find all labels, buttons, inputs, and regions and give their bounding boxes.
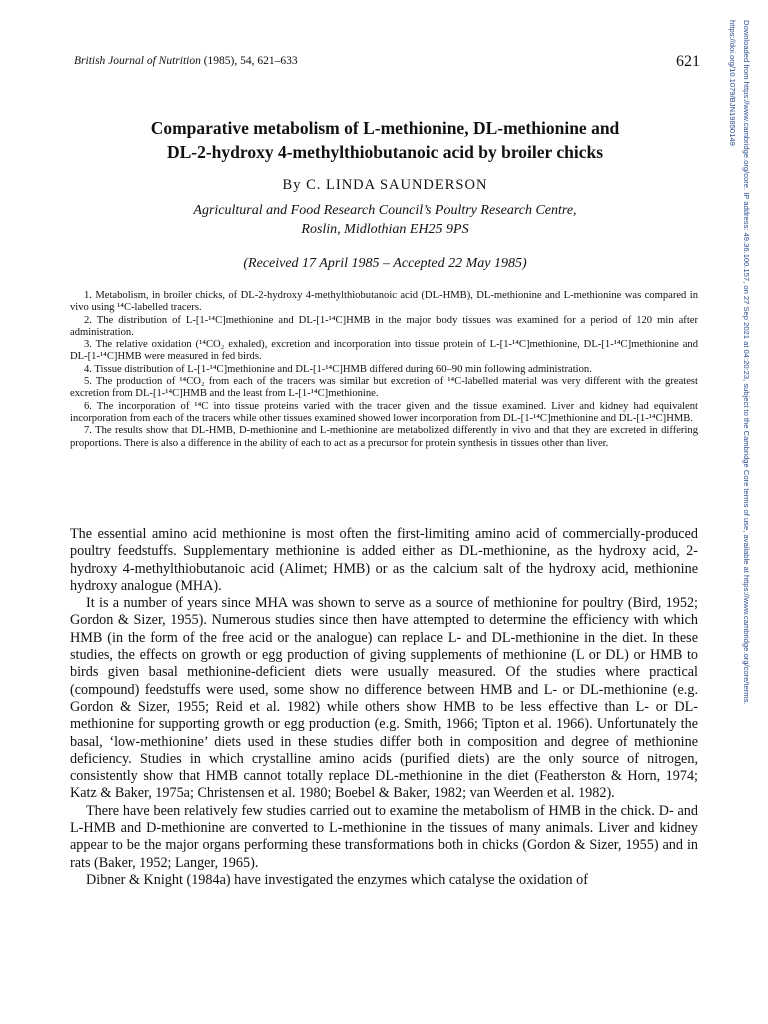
body-paragraph: Dibner & Knight (1984a) have investigated the enzymes which catalyse the oxidation of	[86, 871, 588, 888]
body-text	[70, 526, 698, 889]
body-paragraph: There have been relatively few studies carried out to examine the metabolism of HMB in the chick. D- and L-HMB and D-methionine are converted to L-methionine in the tissues of many animals. Liver and kidney appear to be the major organs performing these transformations both in chicks (Gordon & Sizer, 1955) and in rats (Baker, 1952; Langer, 1965).	[70, 802, 698, 871]
body-paragraph: It is a number of years since MHA was shown to serve as a source of methionine for poultry (Bird, 1952; Gordon & Sizer, 1955). Numerous studies since then have attempted to determine the efficiency with which HMB (in the form of the free acid or the analogue) can replace L- and DL-methionine in the diet. In these studies, the effects on growth or egg production of giving supplements of methionine (L or DL) or HMB to birds given basal methionine-deficient diets were usually measured. Of the studies where practical (compound) feedstuffs were used, some show no difference between HMB and L- or DL-methionine (e.g. Gordon & Sizer, 1955; Reid et al. 1982) while others show HMB to be less effective than L- or DL-methionine for supporting growth or egg production (e.g. Smith, 1966; Tipton et al. 1966). Unfortunately the basal, ‘low-methionine’ diets used in these studies differ both in composition and degree of methionine deficiency. Studies in which crystalline amino acids (purified diets) are the only source of nitrogen, consistently show that HMB cannot totally replace DL-methionine in the diet (Featherston & Horn, 1974; Katz & Baker, 1975a; Christensen et al. 1980; Boebel & Baker, 1982; van Weerden et al. 1982).	[70, 595, 698, 802]
title-line-2: DL-2-hydroxy 4-methylthiobutanoic acid by broiler chicks	[166, 142, 604, 162]
doi-notice	[725, 20, 739, 180]
summary-item: 2. The distribution of L-[1-¹⁴C]methionine and DL-[1-¹⁴C]HMB in the major body tissues was examined for a period of 120 min after administration.	[70, 314, 698, 338]
page-number: 621	[676, 53, 700, 70]
summary-item: 4. Tissue distribution of L-[1-¹⁴C]methionine and DL-[1-¹⁴C]HMB differed during 60–90 min following administration.	[84, 363, 592, 375]
affiliation	[90, 201, 680, 239]
journal-citation	[74, 55, 298, 67]
summary-item: 3. The relative oxidation (¹⁴CO₂ exhaled), excretion and incorporation into tissue protein of L-[1-¹⁴C]methionine, DL-[1-¹⁴C]methionine and DL-[1-¹⁴C]HMB were measured in fed birds.	[70, 339, 698, 363]
author-line: By C. LINDA SAUNDERSON	[282, 177, 488, 193]
body-paragraph: The essential amino acid methionine is most often the first-limiting amino acid of commercially-produced poultry feedstuffs. Supplementary methionine is added either as DL-methionine, as the hydroxy acid, 2-hydroxy 4-methylthiobutanoic acid (Alimet; HMB) or as the calcium salt of the hydroxy acid, methionine hydroxy analogue (MHA).	[70, 526, 698, 594]
download-notice	[739, 20, 753, 880]
summary-item: 5. The production of ¹⁴CO₂ from each of the tracers was similar but excretion of ¹⁴C-labelled material was very different with the greatest excretion from DL-[1-¹⁴C]HMB and the least from L-[1-¹⁴C]methionine.	[70, 376, 698, 400]
doi-link[interactable]: https://doi.org/10.1079/BJN19850149	[728, 20, 737, 146]
affiliation-line-1: Agricultural and Food Research Council’s Poultry Research Centre,	[193, 203, 577, 218]
summary	[70, 290, 698, 450]
summary-item: 1. Metabolism, in broiler chicks, of DL-2-hydroxy 4-methylthiobutanoic acid (DL-HMB), DL-methionine and L-methionine was compared in vivo using ¹⁴C-labelled tracers.	[70, 290, 698, 314]
received-dates: (Received 17 April 1985 – Accepted 22 May 1985)	[243, 256, 527, 271]
citation-details: (1985), 54, 621–633	[203, 55, 298, 67]
title-line-1: Comparative metabolism of L-methionine, DL-methionine and	[150, 118, 620, 138]
summary-item: 6. The incorporation of ¹⁴C into tissue proteins varied with the tracer given and the tissue examined. Liver and kidney had equivalent incorporation from each of the tracers while other tissues examined showed lower incorporation from DL-[1-¹⁴C]methionine and DL-[1-¹⁴C]HMB.	[70, 400, 698, 424]
article-title	[90, 116, 680, 164]
affiliation-line-2: Roslin, Midlothian EH25 9PS	[301, 222, 469, 237]
summary-item: 7. The results show that DL-HMB, D-methionine and L-methionine are metabolized differently in vivo and that they are excreted in differing proportions. There is also a difference in the ability of each to act as a precursor for protein synthesis in tissues other than liver.	[70, 425, 698, 449]
running-head	[74, 53, 700, 75]
download-notice-text[interactable]: Downloaded from https://www.cambridge.org/core. IP address: 49.36.100.157, on 27 Sep 2021 at 04:20:23, subject to the Cambridge Core terms of use, available at https://www.cambridge.org/core/terms.	[742, 20, 751, 705]
journal-name: British Journal of Nutrition	[74, 55, 201, 67]
